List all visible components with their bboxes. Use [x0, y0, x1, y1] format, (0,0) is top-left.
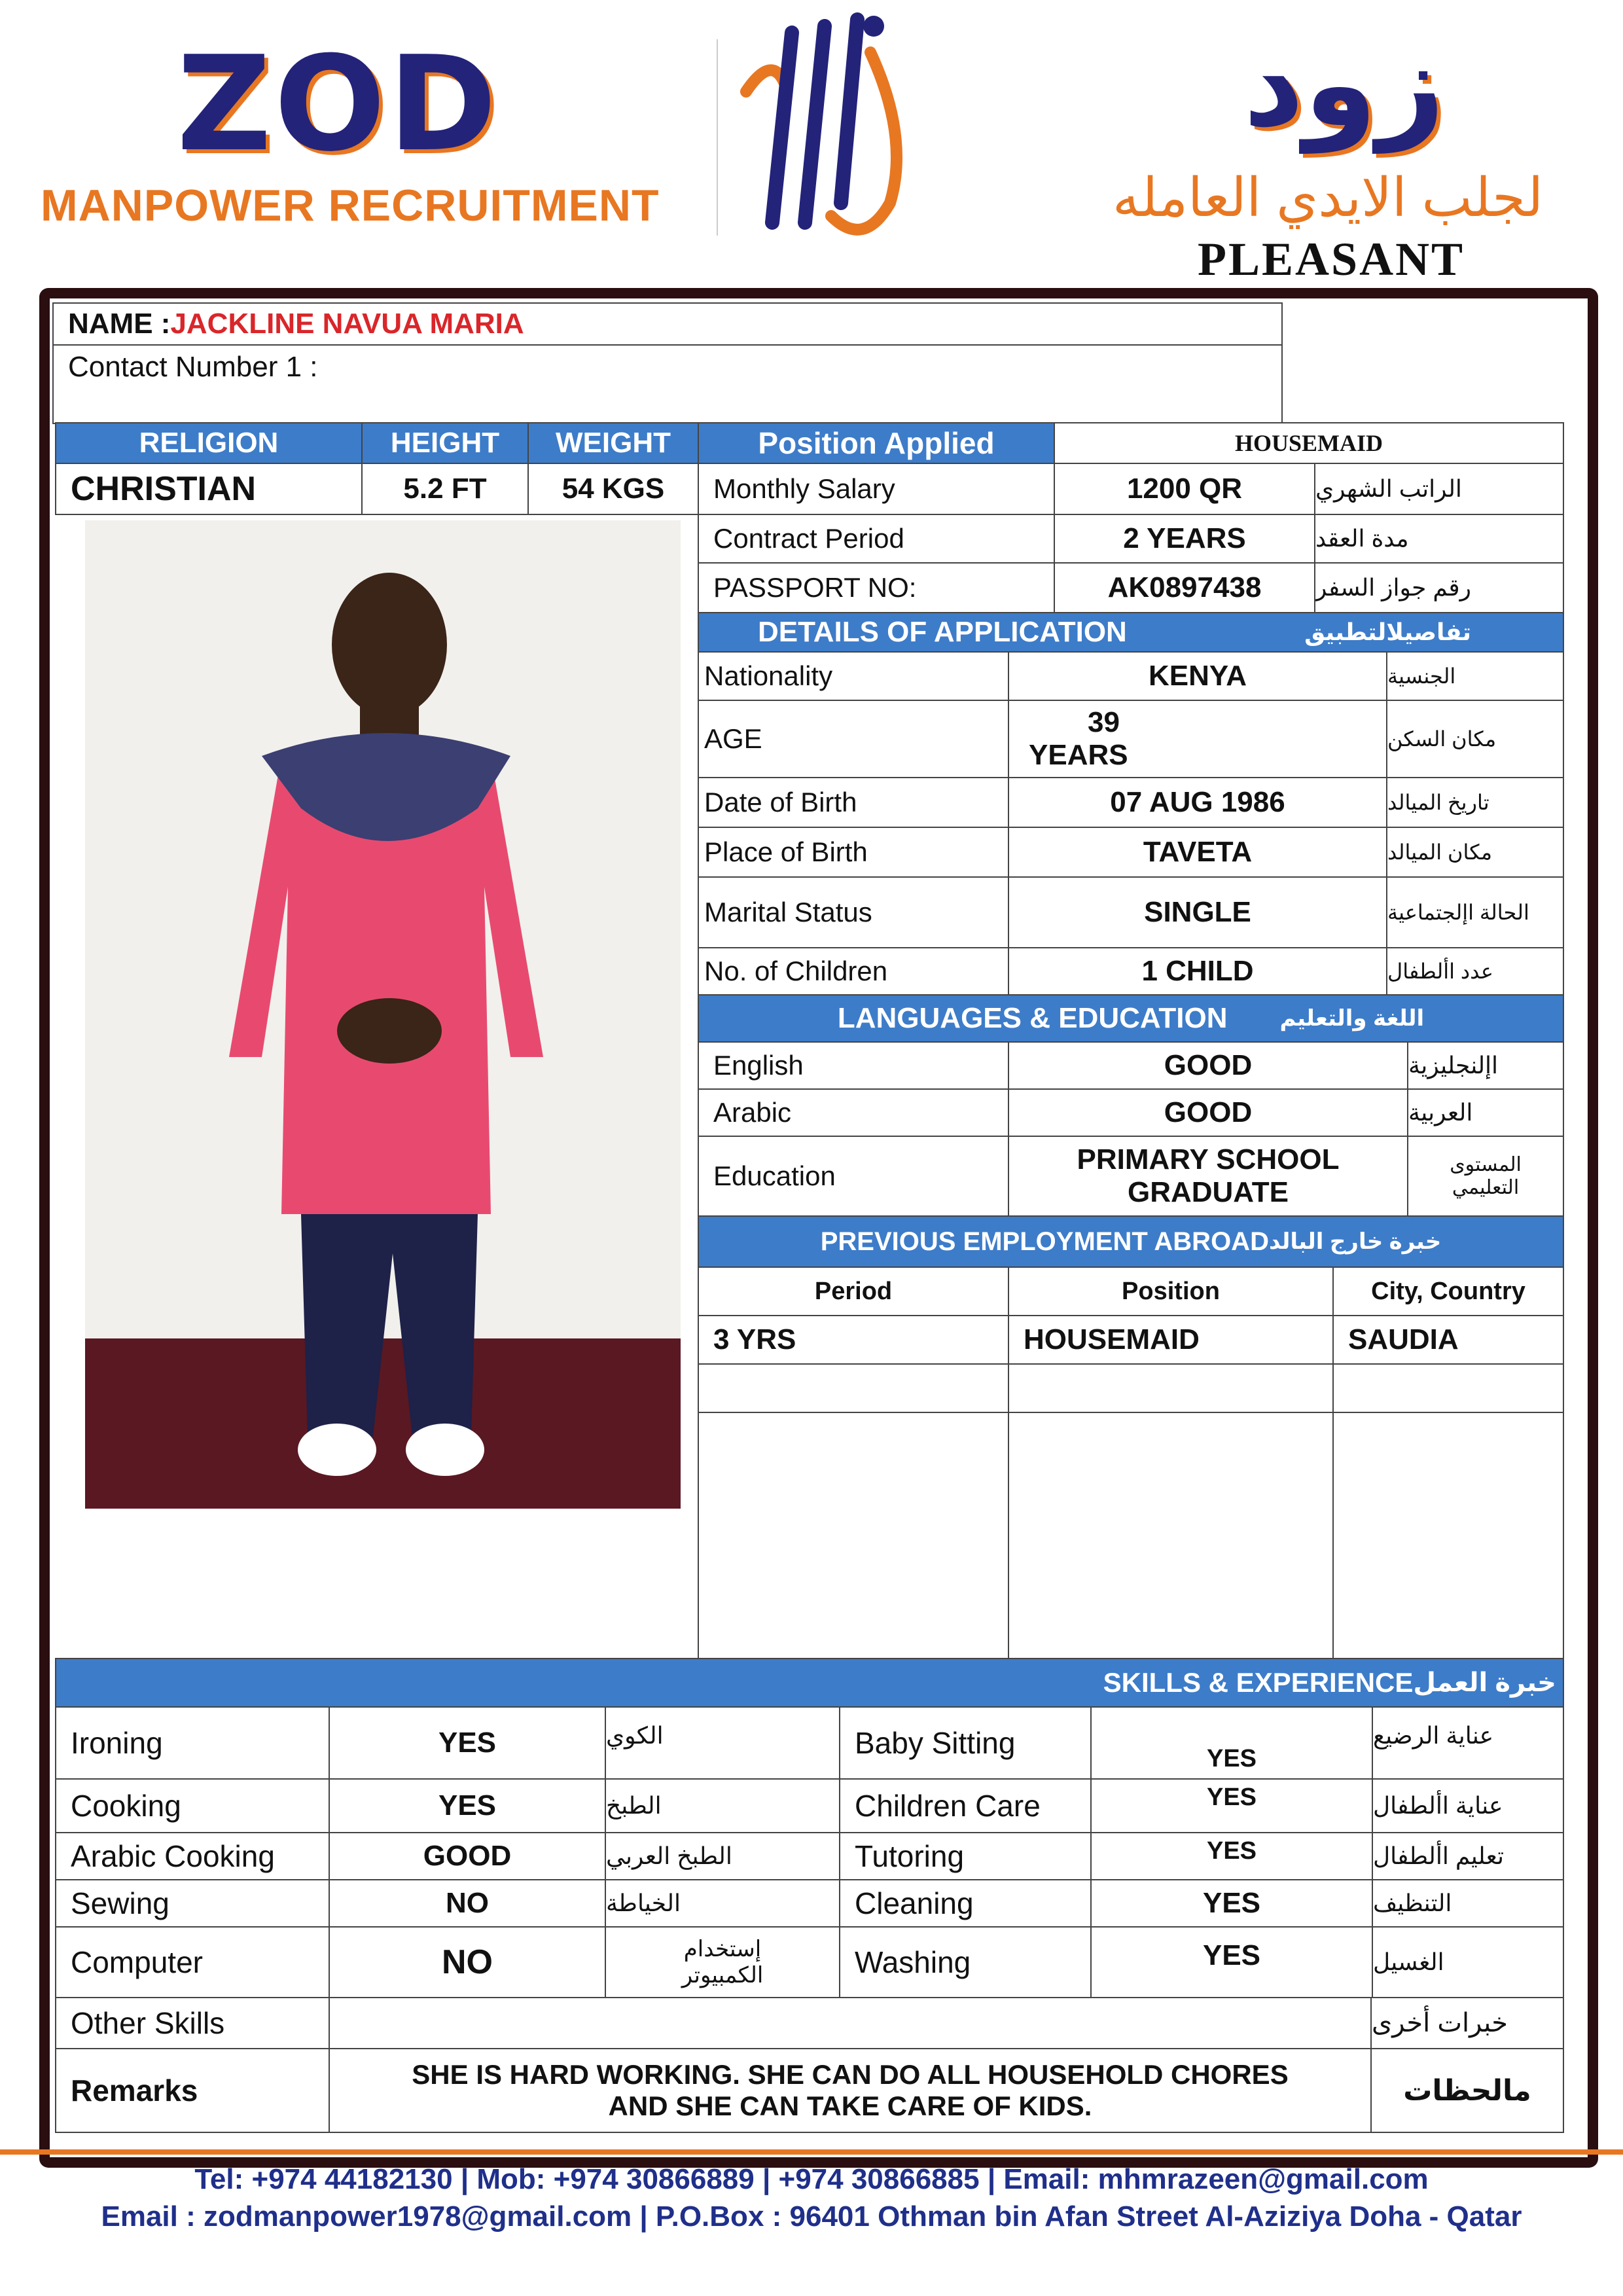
logo-zod-text: ZOD: [177, 28, 500, 181]
salary-value: 1200 QR: [1054, 463, 1315, 515]
name-row: [52, 302, 1283, 346]
header-divider: [717, 39, 718, 236]
languages-title-ar: اللغة والتعليم: [1279, 1006, 1425, 1031]
skills-header: [55, 1658, 1564, 1708]
name-label: NAME :: [68, 308, 171, 340]
skill-childcare-label: Children Care: [839, 1778, 1092, 1833]
employment-empty-cell: [698, 1363, 1009, 1413]
marital-ar: الحالة اإلجتماعية: [1386, 876, 1564, 948]
remarks-line2: AND SHE CAN TAKE CARE OF KIDS.: [608, 2090, 1092, 2121]
english-ar: اإلنجليزية: [1407, 1041, 1564, 1090]
employment-empty-cell: [698, 1412, 1009, 1659]
dob-value: 07 AUG 1986: [1008, 777, 1387, 828]
remarks-value: [329, 2048, 1372, 2133]
employment-empty-cell: [1008, 1363, 1334, 1413]
skill-ironing-ar: الكوي: [605, 1706, 840, 1780]
education-label: Education: [698, 1136, 1009, 1217]
age-value: [1008, 700, 1387, 778]
nationality-value: KENYA: [1008, 651, 1387, 701]
skill-babysitting-value: YES: [1090, 1706, 1373, 1780]
nationality-ar: الجنسية: [1386, 651, 1564, 701]
employment-col-city: City, Country: [1332, 1266, 1564, 1316]
employment-col-period: Period: [698, 1266, 1009, 1316]
skill-cleaning-ar: التنظيف: [1372, 1879, 1564, 1928]
employment-title: PREVIOUS EMPLOYMENT ABROAD: [820, 1227, 1269, 1256]
skill-arabic-cooking-ar: الطبخ العربي: [605, 1832, 840, 1880]
age-ar: مكان السكن: [1386, 700, 1564, 778]
children-label: No. of Children: [698, 947, 1009, 996]
skill-ironing-value: YES: [329, 1706, 606, 1780]
skill-tutoring-label: Tutoring: [839, 1832, 1092, 1880]
skill-arabic-cooking-value: GOOD: [329, 1832, 606, 1880]
pob-value: TAVETA: [1008, 827, 1387, 878]
skill-cleaning-value: YES: [1090, 1879, 1373, 1928]
arabic-value: GOOD: [1008, 1088, 1408, 1137]
candidate-name: JACKLINE NAVUA MARIA: [170, 308, 524, 340]
salary-label: Monthly Salary: [698, 463, 1055, 515]
contact-label: Contact Number 1 :: [68, 351, 318, 383]
age-number: 39: [1088, 706, 1120, 738]
logo-arabic-text: زود: [1243, 19, 1445, 151]
remarks-line1: SHE IS HARD WORKING. SHE CAN DO ALL HOUSEHOLD CHORES: [412, 2059, 1289, 2090]
education-ar: [1407, 1136, 1564, 1217]
skill-cooking-ar: الطبخ: [605, 1778, 840, 1833]
details-title: DETAILS OF APPLICATION: [758, 616, 1127, 648]
details-header: [698, 612, 1564, 653]
english-value: GOOD: [1008, 1041, 1408, 1090]
passport-value: AK0897438: [1054, 562, 1315, 613]
arabic-ar: العربية: [1407, 1088, 1564, 1137]
height-value: 5.2 FT: [361, 463, 529, 515]
skills-title-ar: خبرة العمل: [1413, 1668, 1556, 1697]
arabic-label: Arabic: [698, 1088, 1009, 1137]
dob-label: Date of Birth: [698, 777, 1009, 828]
other-skills-ar: خبرات أخرى: [1370, 1997, 1564, 2049]
skill-cooking-value: YES: [329, 1778, 606, 1833]
skill-computer-ar-line1: إستخدام: [683, 1937, 762, 1962]
employment-period: 3 YRS: [698, 1315, 1009, 1365]
languages-title: LANGUAGES & EDUCATION: [837, 1002, 1228, 1034]
candidate-photo: [85, 520, 681, 1509]
skill-computer-label: Computer: [55, 1926, 330, 1998]
pob-label: Place of Birth: [698, 827, 1009, 878]
employment-title-ar: خبرة خارج البالد: [1268, 1229, 1442, 1254]
skill-ironing-label: Ironing: [55, 1706, 330, 1780]
details-title-ar: تفاصيلالتطبيق: [1304, 619, 1471, 645]
skill-arabic-cooking-label: Arabic Cooking: [55, 1832, 330, 1880]
logo-arabic-subtitle: لجلب الايدي العامله: [1113, 168, 1544, 228]
education-line1: PRIMARY SCHOOL: [1077, 1143, 1340, 1175]
education-ar-line2: التعليمي: [1452, 1177, 1520, 1198]
remarks-ar: مالحظات: [1370, 2048, 1564, 2133]
education-value: [1008, 1136, 1408, 1217]
skill-computer-ar: [605, 1926, 840, 1998]
passport-label: PASSPORT NO:: [698, 562, 1055, 613]
skill-sewing-value: NO: [329, 1879, 606, 1928]
footer-rule: [0, 2149, 1623, 2155]
age-unit: YEARS: [1029, 739, 1128, 771]
skill-computer-ar-line2: الكمبيوتر: [681, 1963, 764, 1988]
employment-header: [698, 1215, 1564, 1268]
salary-ar: الراتب الشهري: [1314, 463, 1564, 515]
remarks-label: Remarks: [55, 2048, 330, 2133]
height-header: HEIGHT: [361, 422, 529, 464]
religion-header: RELIGION: [55, 422, 363, 464]
weight-header: WEIGHT: [527, 422, 699, 464]
footer-contact-line2: Email : zodmanpower1978@gmail.com | P.O.Box : 96401 Othman bin Afan Street Al-Aziziya Doha - Qatar: [101, 2200, 1522, 2233]
skill-computer-value: NO: [329, 1926, 606, 1998]
skill-cleaning-label: Cleaning: [839, 1879, 1092, 1928]
skill-tutoring-ar: تعليم األطفال: [1372, 1832, 1564, 1880]
skill-babysitting-label: Baby Sitting: [839, 1706, 1092, 1780]
age-label: AGE: [698, 700, 1009, 778]
contract-ar: مدة العقد: [1314, 514, 1564, 564]
skill-washing-label: Washing: [839, 1926, 1092, 1998]
skill-sewing-ar: الخياطة: [605, 1879, 840, 1928]
skill-tutoring-value: YES: [1090, 1832, 1373, 1880]
english-label: English: [698, 1041, 1009, 1090]
contact-row: [52, 344, 1283, 424]
employment-empty-cell: [1332, 1412, 1564, 1659]
marital-label: Marital Status: [698, 876, 1009, 948]
other-skills-value: [329, 1997, 1372, 2049]
children-ar: عدد األطفال: [1386, 947, 1564, 996]
nationality-label: Nationality: [698, 651, 1009, 701]
languages-header: [698, 994, 1564, 1043]
skill-childcare-ar: عناية األطفال: [1372, 1778, 1564, 1833]
weight-value: 54 KGS: [527, 463, 699, 515]
dob-ar: تاريخ الميالد: [1386, 777, 1564, 828]
passport-ar: رقم جواز السفر: [1314, 562, 1564, 613]
employment-city: SAUDIA: [1332, 1315, 1564, 1365]
marital-value: SINGLE: [1008, 876, 1387, 948]
footer-contact-line1: Tel: +974 44182130 | Mob: +974 30866889 | +974 30866885 | Email: mhmrazeen@gmail.com: [194, 2163, 1429, 2195]
other-skills-label: Other Skills: [55, 1997, 330, 2049]
skill-childcare-value: YES: [1090, 1778, 1373, 1833]
education-ar-line1: المستوى: [1450, 1154, 1522, 1175]
skill-washing-ar: الغسيل: [1372, 1926, 1564, 1998]
category-label: PLEASANT: [1198, 233, 1465, 285]
zod-logo-mark-icon: [733, 7, 929, 255]
employment-col-position: Position: [1008, 1266, 1334, 1316]
pob-ar: مكان الميالد: [1386, 827, 1564, 878]
religion-value: CHRISTIAN: [55, 463, 363, 515]
education-line2: GRADUATE: [1127, 1176, 1289, 1208]
skills-title: SKILLS & EXPERIENCE: [1103, 1667, 1414, 1698]
contract-label: Contract Period: [698, 514, 1055, 564]
position-value: HOUSEMAID: [1054, 422, 1564, 464]
employment-position: HOUSEMAID: [1008, 1315, 1334, 1365]
position-header: Position Applied: [698, 422, 1055, 464]
skill-babysitting-ar: عناية الرضيع: [1372, 1706, 1564, 1780]
children-value: 1 CHILD: [1008, 947, 1387, 996]
logo-subtitle: MANPOWER RECRUITMENT: [41, 181, 660, 230]
contract-value: 2 YEARS: [1054, 514, 1315, 564]
skill-cooking-label: Cooking: [55, 1778, 330, 1833]
employment-empty-cell: [1008, 1412, 1334, 1659]
skill-washing-value: YES: [1090, 1926, 1373, 1998]
skill-sewing-label: Sewing: [55, 1879, 330, 1928]
employment-empty-cell: [1332, 1363, 1564, 1413]
